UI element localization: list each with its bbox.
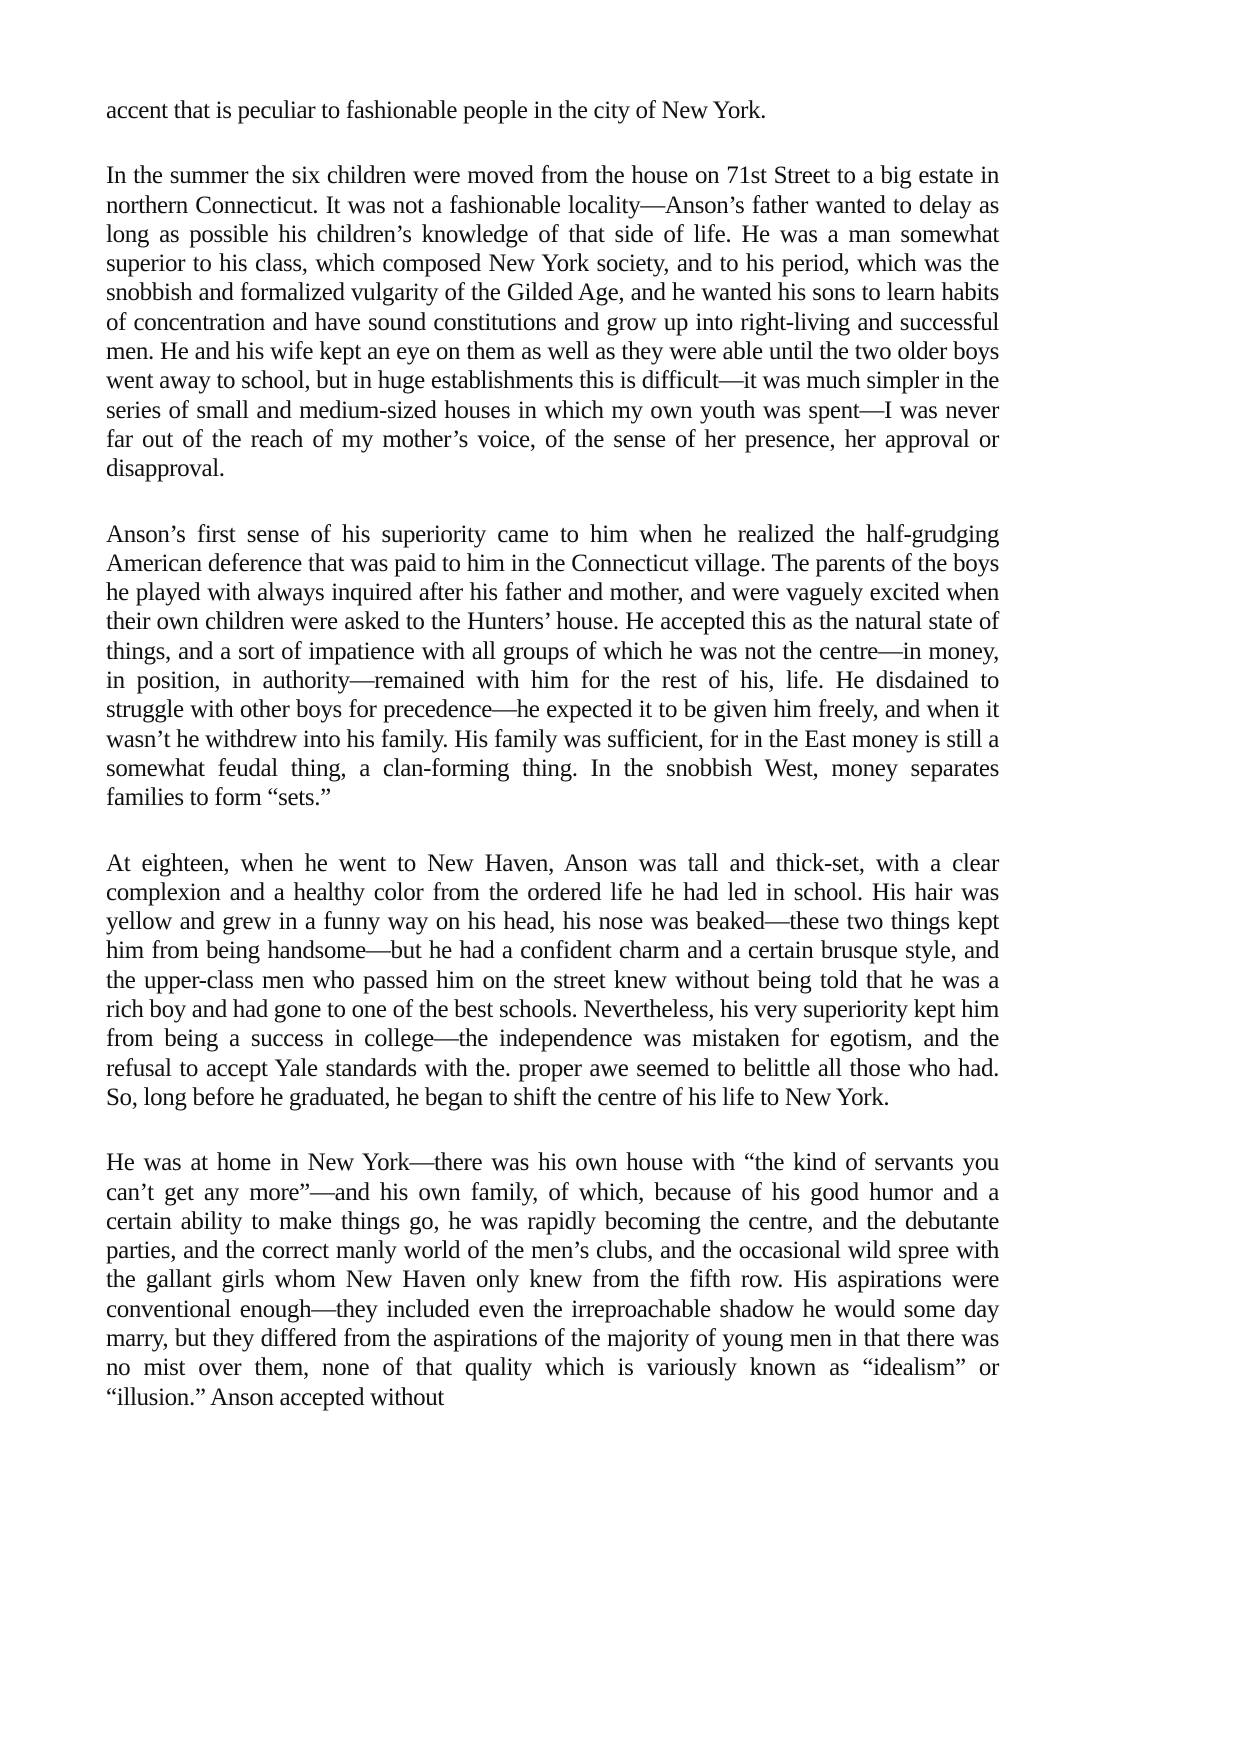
paragraph-summer-estate: In the summer the six children were moved from the house on 71st Street to a big estate in northern Connecticut. It was not a fashionable locality—Anson’s father wanted to delay as long as possible his children’s knowledge of that side of life. He was a man somewhat superior to his class, which composed New York society, and to his period, which was the snobbish and formalized vulgarity of the Gilded Age, and he wanted his sons to learn habits of concentration and have sound constitutions and grow up into right-living and successful men. He and his wife kept an eye on them as well as they were able until the two older boys went away to school, but in huge establishments this is difficult—it was much simpler in the series of small and medium-sized houses in which my own youth was spent—I was never far out of the reach of my mother’s voice, of the sense of her presence, her approval or disapproval. [106,162,999,483]
paragraph-new-haven: At eighteen, when he went to New Haven, Anson was tall and thick-set, with a clear complexion and a healthy color from the ordered life he had led in school. His hair was yellow and grew in a funny way on his head, his nose was beaked—these two things kept him from being handsome—but he had a confident charm and a certain brusque style, and the upper-class men who passed him on the street knew without being told that he was a rich boy and had gone to one of the best schools. Nevertheless, his very superiority kept him from being a success in college—the independence was mistaken for egotism, and the refusal to accept Yale standards with the. proper awe seemed to belittle all those who had. So, long before he graduated, he began to shift the centre of his life to New York. [106,849,999,1111]
paragraph-superiority: Anson’s first sense of his superiority came to him when he realized the half-grudging American deference that was paid to him in the Connecticut village. The parents of the boys he played with always inquired after his father and mother, and were vaguely excited when their own children were asked to the Hunters’ house. He accepted this as the natural state of things, and a sort of impatience with all groups of which he was not the centre—in money, in position, in authority—remained with him for the rest of his, life. He disdained to struggle with other boys for precedence—he expected it to be given him freely, and when it wasn’t he withdrew into his family. His family was sufficient, for in the East money is still a somewhat feudal thing, a clan-forming thing. In the snobbish West, money separates families to form “sets.” [106,520,999,812]
document-page [106,96,999,1448]
paragraph-continuation: accent that is peculiar to fashionable people in the city of New York. [106,97,767,124]
paragraph-home-new-york: He was at home in New York—there was his own house with “the kind of servants you can’t get any more”—and his own family, of which, because of his good humor and a certain ability to make things go, he was rapidly becoming the centre, and the debutante parties, and the correct manly world of the men’s clubs, and the occasional wild spree with the gallant girls whom New Haven only knew from the fifth row. His aspirations were conventional enough—they included even the irreproachable shadow he would some day marry, but they differed from the aspirations of the majority of young men in that there was no mist over them, none of that quality which is variously known as “idealism” or “illusion.” Anson accepted without [106,1149,999,1411]
